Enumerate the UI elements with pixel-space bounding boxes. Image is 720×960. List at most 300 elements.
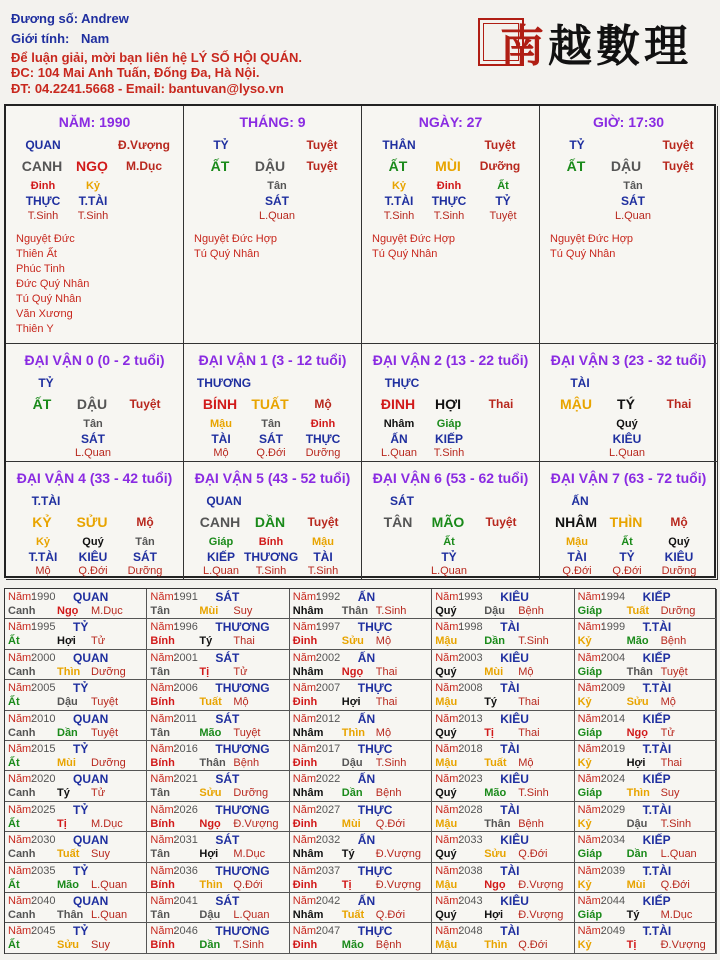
dai-van-cell	[184, 344, 362, 462]
year-cell	[575, 923, 717, 953]
year-branch: Dần	[341, 787, 363, 800]
year-god: SÁT	[215, 894, 240, 908]
year-stem: Bính	[150, 635, 175, 648]
year-stem: Tân	[150, 726, 170, 739]
year-label: Năm:	[577, 895, 604, 907]
star-item: Tú Quý Nhân	[194, 248, 260, 260]
year-state: T.Sinh	[233, 939, 264, 952]
year-cell	[575, 863, 717, 893]
year-value: 2000	[31, 651, 56, 664]
pillar-stars	[16, 232, 89, 337]
hidden-stem-state: Mộ	[213, 447, 229, 459]
year-branch: Mão	[341, 939, 364, 952]
star-item: Nguyệt Đức Hợp	[372, 233, 456, 245]
hidden-stem-god: THỰC	[431, 194, 467, 208]
year-branch: Tuất	[626, 605, 649, 617]
year-god: THƯƠNG	[215, 802, 270, 817]
year-value: 2038	[458, 864, 483, 877]
year-value: 2032	[315, 834, 341, 847]
dai-van-title: ĐẠI VẬN 2 (13 - 22 tuổi)	[372, 352, 529, 368]
hidden-stem: Kỷ	[35, 536, 51, 548]
pillar-branch-state: Dưỡng	[479, 159, 521, 173]
year-stem: Nhâm	[292, 605, 324, 617]
year-value: 2036	[173, 864, 198, 877]
dai-van-god: ẤN	[571, 494, 589, 508]
year-cell	[147, 802, 289, 832]
star-item: Thiên Ất	[16, 248, 57, 260]
hidden-stem-god: SÁT	[265, 194, 289, 208]
year-cell	[5, 711, 147, 741]
year-branch: Dậu	[199, 909, 221, 921]
year-branch: Hợi	[199, 848, 219, 861]
pillar-god: QUAN	[25, 138, 61, 152]
year-stem: Đinh	[292, 635, 318, 648]
pillar-stem: ẤT	[388, 158, 408, 174]
year-stem: Canh	[8, 726, 36, 739]
year-branch: Thìn	[484, 939, 508, 952]
hidden-stem-god: SÁT	[81, 432, 105, 446]
hidden-stem: Kỷ	[391, 180, 407, 192]
year-label: Năm:	[150, 834, 177, 847]
year-cell	[147, 619, 289, 649]
year-cell	[432, 680, 574, 710]
year-branch: Sửu	[57, 939, 80, 952]
year-label: Năm:	[150, 591, 177, 603]
year-value: 1997	[315, 621, 341, 634]
year-label: Năm:	[292, 712, 320, 725]
year-state: Bệnh	[660, 635, 687, 648]
year-label: Năm:	[8, 895, 35, 907]
year-branch: Dậu	[484, 605, 505, 617]
hidden-stem-state: T.Sinh	[77, 210, 109, 222]
year-stem: Mậu	[435, 817, 458, 830]
hidden-stem-state: Dưỡng	[127, 565, 163, 577]
pillar-branch-state: M.Dục	[126, 159, 162, 173]
year-label: Năm:	[435, 743, 462, 755]
annual-luck-table	[4, 588, 716, 954]
year-cell	[147, 771, 289, 801]
hidden-stem-state: T.Sinh	[433, 447, 465, 459]
year-state: Đ.Vượng	[518, 878, 564, 891]
year-god: QUAN	[73, 833, 109, 848]
year-state: Q.Đới	[518, 939, 548, 952]
year-value: 2003	[458, 651, 483, 664]
year-god: ẤN	[357, 894, 376, 908]
year-state: T.Sinh	[375, 605, 407, 617]
year-stem: Quý	[435, 848, 457, 861]
year-value: 2014	[600, 712, 626, 725]
year-god: TỶ	[73, 681, 89, 696]
pillar-branch: DẬU	[610, 158, 642, 174]
pillar-stars	[372, 232, 455, 262]
year-value: 2045	[31, 925, 56, 938]
year-branch: Mão	[484, 787, 507, 800]
hidden-stem-state: Dưỡng	[661, 565, 697, 577]
year-value: 1994	[600, 591, 626, 603]
year-state: M.Dục	[91, 605, 123, 617]
year-branch: Tị	[484, 726, 494, 739]
year-label: Năm:	[577, 834, 604, 847]
pillar-branch: NGỌ	[76, 158, 108, 174]
year-value: 2011	[173, 712, 198, 725]
year-label: Năm:	[8, 591, 35, 603]
hidden-stem: Tân	[135, 536, 155, 548]
hidden-stem-god: TỶ	[619, 550, 635, 564]
year-state: L.Quan	[91, 878, 128, 891]
year-state: M.Dục	[233, 848, 266, 861]
year-label: Năm:	[435, 864, 462, 877]
year-branch: Ngọ	[199, 817, 221, 830]
dai-van-branch: THÌN	[609, 514, 643, 530]
gender-line	[11, 31, 109, 47]
year-god: TỶ	[73, 924, 89, 939]
year-label: Năm:	[435, 621, 462, 634]
hidden-stem-state: Q.Đới	[78, 565, 108, 577]
year-god: KIÊU	[500, 894, 529, 908]
dai-van-state: Mộ	[314, 397, 332, 411]
year-branch: Thìn	[341, 726, 366, 739]
star-item: Văn Xương	[16, 308, 73, 320]
year-state: Tử	[233, 665, 248, 678]
year-cell	[5, 650, 147, 680]
hidden-stem-state: L.Quan	[614, 210, 652, 222]
year-stem: Nhâm	[292, 726, 324, 739]
year-cell	[575, 650, 717, 680]
year-label: Năm:	[150, 651, 177, 664]
hidden-stem: Đinh	[310, 418, 336, 430]
year-cell	[147, 832, 289, 862]
year-cell	[290, 893, 432, 923]
year-label: Năm:	[292, 651, 320, 664]
dai-van-branch: HỢI	[435, 396, 461, 412]
year-state: Suy	[660, 787, 680, 800]
year-value: 2029	[600, 803, 626, 816]
year-label: Năm:	[435, 925, 462, 938]
year-label: Năm:	[435, 591, 462, 603]
hidden-stem: Kỷ	[85, 180, 101, 192]
year-value: 2041	[173, 895, 198, 907]
year-branch: Mùi	[199, 605, 219, 617]
year-god: THỰC	[357, 742, 393, 756]
year-label: Năm:	[435, 834, 462, 847]
year-cell	[5, 680, 147, 710]
year-state: Bệnh	[375, 939, 402, 952]
year-label: Năm:	[435, 803, 462, 816]
year-branch: Tuất	[484, 757, 507, 769]
hidden-stem: Tân	[267, 180, 287, 192]
year-state: Dưỡng	[660, 605, 696, 617]
dai-van-cell	[540, 344, 718, 462]
year-value: 2047	[315, 925, 341, 938]
year-value: 2013	[458, 712, 483, 725]
year-cell	[290, 711, 432, 741]
year-stem: Quý	[435, 605, 457, 617]
year-cell	[432, 741, 574, 771]
year-cell	[432, 650, 574, 680]
year-value: 2009	[600, 682, 626, 695]
year-value: 2016	[173, 743, 198, 755]
year-state: T.Sinh	[518, 635, 549, 648]
year-god: KIẾP	[642, 772, 671, 787]
year-stem: Mậu	[435, 939, 458, 952]
year-branch: Sửu	[199, 787, 222, 800]
dai-van-state: Mộ	[136, 515, 154, 529]
year-stem: Mậu	[435, 878, 458, 891]
dai-van-god: TỶ	[38, 376, 54, 390]
dai-van-branch: DẦN	[254, 514, 286, 530]
year-branch: Hợi	[341, 696, 361, 709]
year-cell	[575, 680, 717, 710]
year-state: Suy	[91, 939, 110, 952]
year-cell	[290, 741, 432, 771]
year-value: 2001	[173, 651, 198, 664]
year-value: 2033	[458, 834, 483, 847]
year-state: Thai	[518, 726, 540, 739]
pillar-god-state: Đ.Vượng	[118, 138, 170, 152]
dai-van-title: ĐẠI VẬN 4 (33 - 42 tuổi)	[16, 470, 173, 486]
year-branch: Thân	[57, 909, 84, 921]
year-label: Năm:	[150, 712, 177, 725]
hidden-stem-god: TÀI	[211, 432, 231, 446]
year-cell	[290, 771, 432, 801]
dai-van-cell	[184, 462, 362, 580]
year-branch: Dậu	[341, 757, 363, 769]
year-value: 2010	[31, 712, 56, 725]
year-value: 2037	[315, 864, 341, 877]
hidden-stem-god: T.TÀI	[384, 194, 414, 208]
year-stem: Giáp	[577, 848, 603, 861]
year-stem: Quý	[435, 665, 457, 678]
pillar-god-state: Tuyệt	[484, 138, 516, 152]
dai-van-stem: MẬU	[560, 396, 592, 412]
year-stem: Kỷ	[577, 817, 592, 830]
year-stem: Tân	[150, 665, 170, 678]
year-branch: Dậu	[57, 696, 78, 709]
year-god: TỶ	[73, 620, 89, 635]
year-branch: Sửu	[484, 848, 507, 861]
year-branch: Thìn	[57, 665, 81, 678]
year-state: Bệnh	[518, 605, 544, 617]
year-label: Năm:	[150, 925, 177, 938]
pillar-god-state: Tuyệt	[306, 138, 338, 152]
year-state: Tuyệt	[233, 726, 261, 739]
year-branch: Tị	[199, 665, 210, 678]
dai-van-title: ĐẠI VẬN 5 (43 - 52 tuổi)	[194, 470, 351, 486]
dai-van-god: QUAN	[206, 494, 242, 508]
year-value: 2026	[173, 803, 198, 816]
year-label: Năm:	[8, 682, 35, 695]
year-god: QUAN	[73, 711, 109, 726]
hidden-stem: Bính	[258, 536, 284, 548]
year-value: 2004	[600, 651, 626, 664]
year-branch: Ngọ	[626, 726, 648, 739]
hidden-stem-state: L.Quan	[608, 447, 646, 459]
year-cell	[575, 619, 717, 649]
year-god: ẤN	[357, 833, 376, 848]
year-value: 2024	[600, 773, 626, 786]
year-branch: Dần	[199, 939, 221, 952]
pillar-stars	[194, 232, 277, 262]
dai-van-branch: SỬU	[76, 514, 108, 530]
year-stem: Ất	[8, 817, 20, 830]
year-value: 2020	[31, 773, 56, 786]
hidden-stem-god: KIẾP	[206, 550, 235, 564]
year-label: Năm:	[8, 773, 35, 786]
year-stem: Đinh	[292, 757, 318, 769]
year-state: L.Quan	[91, 909, 128, 921]
dai-van-god: T.TÀI	[31, 494, 61, 508]
year-stem: Canh	[8, 787, 36, 800]
year-value: 2048	[458, 925, 483, 938]
year-stem: Nhâm	[292, 787, 324, 800]
year-branch: Tý	[626, 909, 640, 921]
pillar-god: TỶ	[569, 138, 585, 152]
hidden-stem: Tân	[83, 418, 103, 430]
year-stem: Kỷ	[577, 939, 592, 952]
year-stem: Bính	[150, 939, 175, 952]
dai-van-title: ĐẠI VẬN 1 (3 - 12 tuổi)	[198, 352, 347, 368]
year-state: Tuyệt	[660, 665, 688, 678]
year-stem: Canh	[8, 665, 36, 678]
year-god: THỰC	[357, 924, 393, 939]
year-god: TỶ	[73, 742, 89, 756]
year-stem: Bính	[150, 817, 175, 830]
year-state: Q.Đới	[375, 909, 406, 921]
year-label: Năm:	[435, 682, 462, 695]
hidden-stem: Quý	[616, 418, 638, 430]
hidden-stem-god: KIẾP	[434, 432, 463, 446]
year-stem: Kỷ	[577, 696, 592, 709]
owner-name: Đương số: Andrew	[11, 11, 129, 26]
year-branch: Mão	[199, 726, 222, 739]
year-state: Tuyệt	[91, 726, 119, 739]
year-branch: Tý	[341, 848, 355, 861]
hidden-stem-god: KIÊU	[78, 550, 108, 564]
year-stem: Kỷ	[577, 757, 592, 769]
year-stem: Giáp	[577, 665, 603, 678]
hidden-stem-god: SÁT	[621, 194, 645, 208]
year-branch: Ngọ	[484, 878, 506, 891]
year-label: Năm:	[435, 651, 462, 664]
year-cell	[432, 832, 574, 862]
year-value: 2043	[458, 895, 483, 907]
hidden-stem: Mậu	[566, 536, 588, 548]
pillar-branch: DẬU	[254, 158, 286, 174]
hidden-stem: Giáp	[208, 536, 234, 548]
hidden-stem: Tân	[623, 180, 643, 192]
year-god: KIÊU	[500, 711, 529, 726]
year-cell	[575, 589, 717, 619]
year-cell	[432, 863, 574, 893]
year-branch: Hợi	[626, 757, 646, 769]
year-state: Mộ	[518, 665, 534, 678]
year-stem: Ất	[8, 939, 20, 952]
year-branch: Tý	[484, 696, 498, 709]
year-branch: Thân	[199, 757, 226, 769]
year-god: ẤN	[357, 711, 376, 726]
year-stem: Bính	[150, 878, 175, 891]
dai-van-title: ĐẠI VẬN 7 (63 - 72 tuổi)	[550, 470, 707, 486]
year-value: 2049	[600, 925, 626, 938]
year-label: Năm:	[292, 925, 320, 938]
year-god: SÁT	[215, 772, 240, 787]
year-stem: Mậu	[435, 696, 458, 709]
year-value: 2021	[173, 773, 198, 786]
hidden-stem-state: L.Quan	[380, 447, 418, 459]
hidden-stem-state: T.Sinh	[383, 210, 415, 222]
year-value: 1995	[31, 621, 56, 634]
year-state: Tuyệt	[91, 696, 119, 709]
year-cell	[147, 923, 289, 953]
year-label: Năm:	[577, 925, 604, 938]
year-god: SÁT	[215, 590, 240, 604]
year-state: Mộ	[375, 635, 392, 648]
hidden-stem-state: Q.Đới	[562, 565, 592, 577]
year-stem: Đinh	[292, 696, 318, 709]
year-god: T.TÀI	[642, 620, 672, 635]
year-state: Q.Đới	[375, 817, 406, 830]
hidden-stem-god: SÁT	[259, 432, 283, 446]
hidden-stem-state: L.Quan	[430, 565, 468, 577]
year-state: Thai	[518, 696, 540, 709]
year-branch: Thìn	[626, 787, 650, 800]
year-god: ẤN	[357, 590, 376, 604]
year-cell	[5, 923, 147, 953]
dai-van-branch: MÃO	[431, 514, 465, 530]
year-cell	[5, 863, 147, 893]
year-god: KIÊU	[500, 650, 529, 665]
hidden-stem-god: T.TÀI	[78, 194, 108, 208]
year-stem: Giáp	[577, 605, 603, 617]
year-stem: Quý	[435, 726, 457, 739]
year-stem: Mậu	[435, 757, 458, 769]
year-branch: Dần	[626, 848, 648, 861]
year-branch: Tuất	[341, 909, 365, 921]
year-state: Thai	[375, 665, 398, 678]
year-cell	[147, 893, 289, 923]
year-value: 2002	[315, 651, 341, 664]
year-stem: Ất	[8, 635, 20, 648]
year-label: Năm:	[8, 743, 35, 755]
dai-van-branch: DẬU	[76, 396, 108, 412]
year-branch: Dậu	[626, 817, 648, 830]
year-value: 1998	[458, 621, 483, 634]
year-label: Năm:	[150, 803, 177, 816]
pillar-branch: MÙI	[435, 158, 461, 174]
star-item: Thiên Y	[16, 323, 54, 335]
year-label: Năm:	[577, 712, 604, 725]
year-god: TÀI	[500, 863, 520, 878]
dai-van-title: ĐẠI VẬN 3 (23 - 32 tuổi)	[550, 352, 707, 368]
year-god: QUAN	[73, 590, 109, 604]
hidden-stem-god: ẤN	[390, 432, 408, 446]
dai-van-stem: BÍNH	[202, 396, 238, 412]
hidden-stem-god: SÁT	[133, 550, 157, 564]
year-stem: Canh	[8, 909, 36, 921]
year-cell	[5, 771, 147, 801]
year-value: 1999	[600, 621, 626, 634]
dai-van-stem: CANH	[199, 514, 241, 530]
year-state: Thai	[375, 696, 398, 709]
year-branch: Tị	[57, 817, 67, 830]
year-god: TÀI	[500, 681, 520, 696]
year-cell	[5, 832, 147, 862]
year-cell	[147, 863, 289, 893]
year-god: THỰC	[357, 620, 393, 635]
year-stem: Quý	[435, 909, 457, 921]
pillar-god-state: Tuyệt	[662, 138, 694, 152]
year-label: Năm:	[292, 621, 320, 634]
